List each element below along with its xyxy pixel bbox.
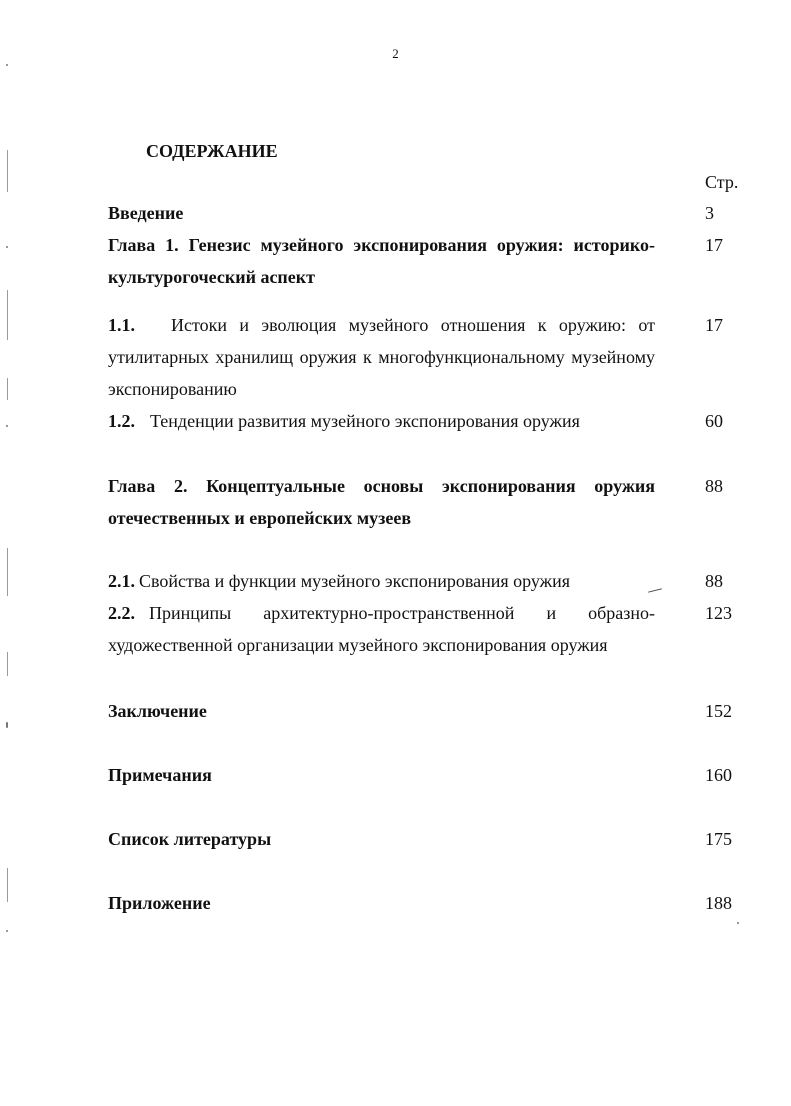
toc-entry-chapter-2: Глава 2. Концептуальные основы экспонирования оружия отечественных и европейских музеев: [108, 476, 655, 528]
toc-entry-introduction: Введение: [108, 203, 184, 223]
section-number: 2.1.: [108, 571, 135, 591]
toc-title: СОДЕРЖАНИЕ: [146, 141, 278, 161]
section-title: Истоки и эволюция музейного отношения к оружию: от утилитарных хранилищ оружия к многофункциональному музейному экспонированию: [108, 315, 655, 399]
toc-page-section-2-1: 88: [705, 571, 723, 591]
toc-entry-section-1-2: [108, 405, 655, 437]
toc-page-bibliography: 175: [705, 829, 732, 849]
toc-entry-appendix: Приложение: [108, 893, 211, 913]
toc-page-chapter-1: 17: [705, 235, 723, 255]
scan-artifact: [7, 868, 8, 902]
toc-page-section-1-2: 60: [705, 411, 723, 431]
toc-page-appendix: 188: [705, 893, 732, 913]
toc-entry-section-1-1: [108, 309, 655, 405]
toc-page-introduction: 3: [705, 203, 714, 223]
page-column-header: Стр.: [705, 172, 739, 192]
scan-artifact: [7, 378, 8, 400]
toc-page-section-2-2: 123: [705, 603, 732, 623]
scan-artifact: [7, 652, 8, 676]
section-title: Свойства и функции музейного экспонирования оружия: [139, 571, 571, 591]
toc-page-section-1-1: 17: [705, 315, 723, 335]
scan-artifact: [7, 548, 8, 596]
section-number: 1.1.: [108, 315, 135, 335]
toc-entry-conclusion: Заключение: [108, 701, 207, 721]
toc-page-notes: 160: [705, 765, 732, 785]
page-number: 2: [392, 46, 399, 61]
scan-artifact: [6, 722, 8, 728]
toc-entry-chapter-1: Глава 1. Генезис музейного экспонирования оружия: историко-культурогоческий аспект: [108, 235, 655, 287]
section-title: Тенденции развития музейного экспонирования оружия: [150, 411, 580, 431]
scan-artifact: [6, 930, 8, 932]
section-number: 2.2.: [108, 603, 135, 623]
toc-entry-section-2-2: [108, 597, 655, 661]
scan-artifact: [7, 150, 8, 192]
toc-entry-notes: Примечания: [108, 765, 212, 785]
section-title: Принципы архитектурно-пространственной и образно-художественной организации музейного экспонирования оружия: [108, 603, 655, 655]
scan-artifact: [6, 246, 8, 248]
scan-artifact: [6, 425, 8, 427]
toc-entry-section-2-1: [108, 565, 655, 597]
toc-page-chapter-2: 88: [705, 476, 723, 496]
section-number: 1.2.: [108, 411, 135, 431]
toc-page-conclusion: 152: [705, 701, 732, 721]
scan-artifact: [7, 290, 8, 340]
toc-entry-bibliography: Список литературы: [108, 829, 272, 849]
scan-artifact: [737, 922, 739, 924]
scan-artifact: [6, 64, 8, 66]
